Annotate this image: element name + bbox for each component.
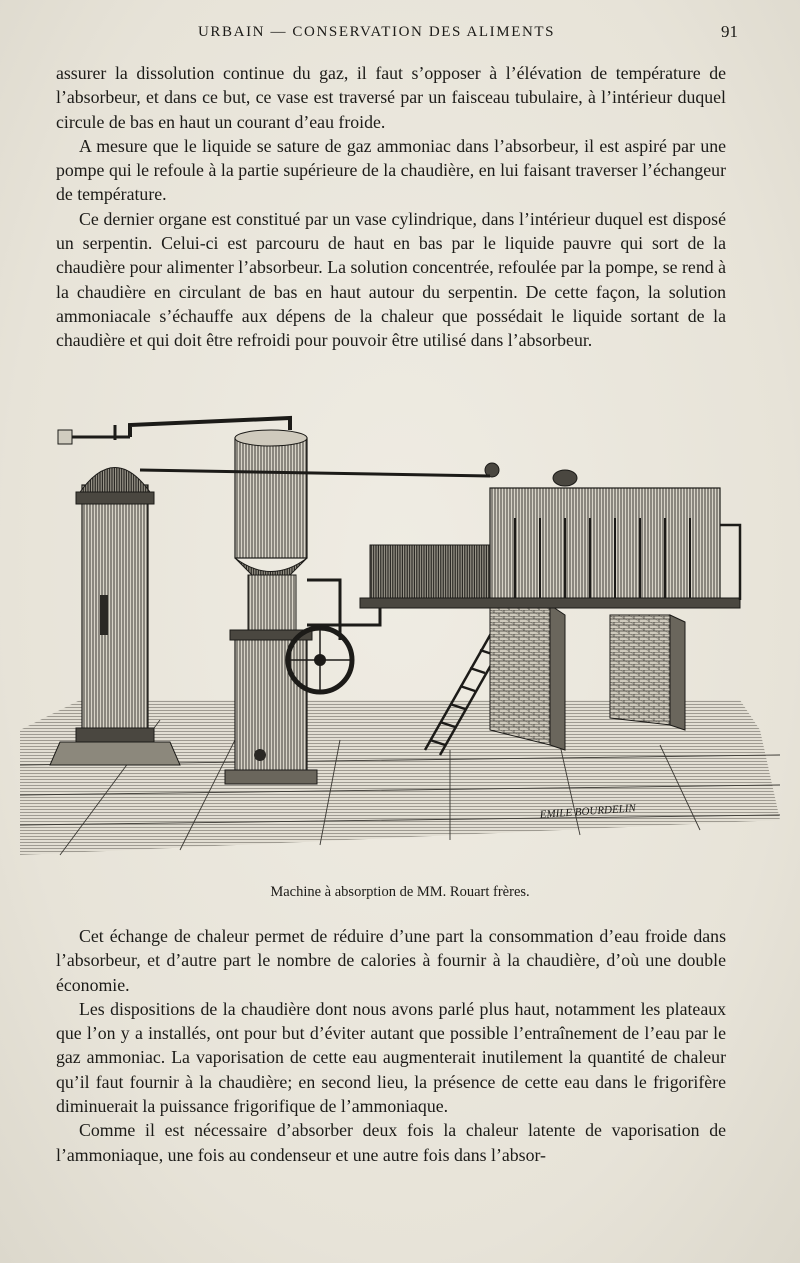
text-block-top xyxy=(56,61,726,353)
running-header xyxy=(52,22,738,46)
condenser-tank xyxy=(140,463,740,608)
paragraph: Les dispositions de la chaudière dont nous avons parlé plus haut, notamment les plateaux que l’on y a installés, ont pour but d’éviter autant que possible l’entraînement de l’eau par le gaz ammoniac. La vaporisation de cette eau augmenterait inutilement la quantité de chaleur qu’il faut fournir à la chaudière; en second lieu, la présence de cette eau dans le frigorifère diminuerait la puissance frigorifique de l’ammoniaque. xyxy=(56,998,726,1117)
paragraph: Cet échange de chaleur permet de réduire d’une part la consommation d’eau froide dans l’absorbeur, et d’autre part le nombre de calories à fournir à la chaudière, d’où une double économie. xyxy=(56,926,726,995)
engraver-signature: EMILE BOURDELIN xyxy=(539,802,637,821)
figure-caption: Machine à absorption de MM. Rouart frères. xyxy=(270,884,530,900)
page-number: 91 xyxy=(721,22,738,41)
paragraph: Comme il est nécessaire d’absorber deux fois la chaleur latente de vaporisation de l’ammoniaque, une fois au condenseur et une autre fois dans l’absor- xyxy=(56,1120,726,1165)
paragraph: assurer la dissolution continue du gaz, il faut s’opposer à l’élévation de température de l’absorbeur, et dans ce but, ce vase est traversé par un faisceau tubulaire, à l’intérieur duquel circule de bas en haut un courant d’eau froide. xyxy=(56,63,726,132)
engraving-illustration xyxy=(20,400,780,865)
paragraph: Ce dernier organe est constitué par un vase cylindrique, dans l’intérieur duquel est disposé un serpentin. Celui-ci est parcouru de haut en bas par le liquide pauvre qui sort de la chaudière pour alimenter l’absorbeur. La solution concentrée, refoulée par la pompe, se rend à la chaudière en circulant de bas en haut autour du serpentin. De cette façon, la solution ammoniacale s’échauffe aux dépens de la chaleur que possédait le liquide sortant de la chaudière et qui doit être refroidi pour pouvoir être utilisé dans l’absorbeur. xyxy=(56,208,726,351)
running-title: URBAIN — CONSERVATION DES ALIMENTS xyxy=(198,24,556,40)
text-block-bottom xyxy=(56,924,726,1167)
paragraph: A mesure que le liquide se sature de gaz ammoniac dans l’absorbeur, il est aspiré par une pompe qui le refoule à la partie supérieure de la chaudière, en lui faisant traverser l’échangeur de température. xyxy=(56,135,726,205)
